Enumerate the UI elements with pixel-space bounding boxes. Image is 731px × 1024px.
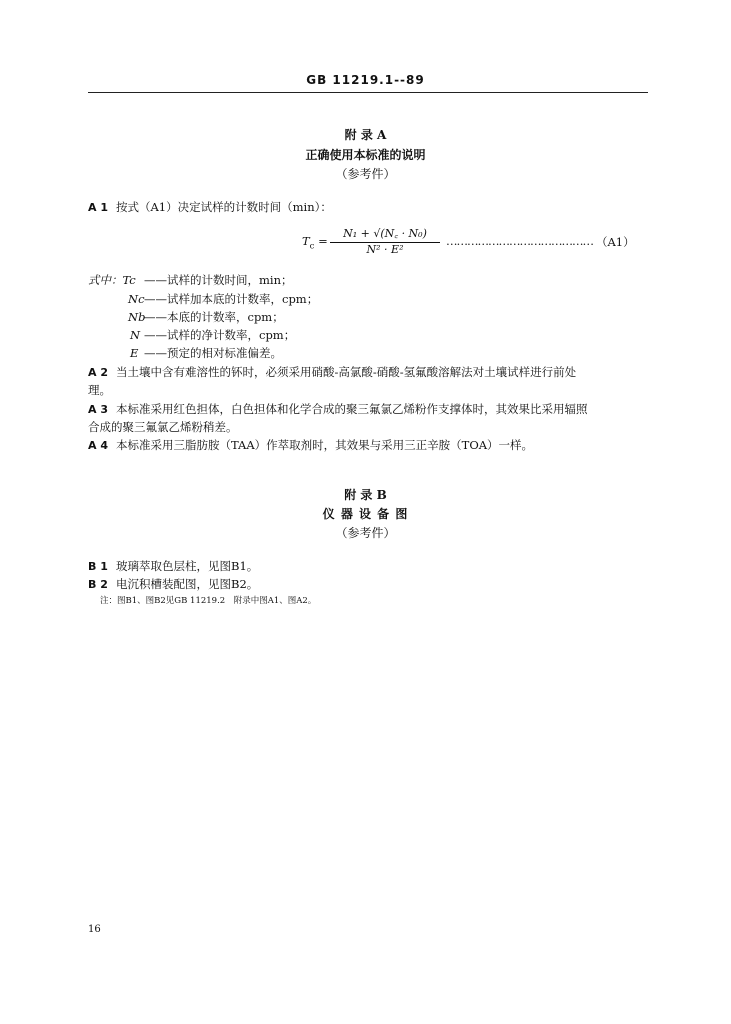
- appendix-a-subtitle: 正确使用本标准的说明: [305, 148, 426, 162]
- appendix-a-title: 附 录 A: [344, 128, 387, 142]
- header-rule: [88, 92, 648, 93]
- clause-a3-continuation: 合成的聚三氟氯乙烯粉稍差。: [88, 420, 238, 434]
- clause-a3: A 3 本标准采用红色担体，白色担体和化学合成的聚三氟氯乙烯粉作支撑体时，其效果比采用辐照: [88, 402, 588, 416]
- where-item: E ——预定的相对标准偏差。: [130, 346, 282, 360]
- footnote: 注：图B1、图B2见GB 11219.2 附录中图A1、图A2。: [100, 596, 317, 606]
- formula-equation-number: （A1）: [596, 235, 635, 249]
- page-number: 16: [88, 924, 101, 935]
- formula-leader-dots: ……………………………………: [446, 234, 593, 248]
- appendix-a-note: （参考件）: [335, 167, 396, 181]
- clause-a1: [88, 199, 332, 215]
- appendix-b-note: （参考件）: [335, 526, 396, 540]
- where-item: N ——试样的净计数率，cpm；: [130, 328, 296, 342]
- clause-a2: A 2 当土壤中含有难溶性的钚时，必须采用硝酸-高氯酸-硝酸-氢氟酸溶解法对土壤试样进行前处: [88, 365, 577, 379]
- document-header: GB 11219.1--89: [306, 73, 425, 87]
- formula-fraction: [330, 226, 440, 256]
- clause-a1-label: A 1: [88, 201, 108, 214]
- formula-numerator: N₁ + √(N꜀ · N₀): [330, 226, 440, 243]
- where-item: Nb——本底的计数率，cpm；: [128, 310, 284, 324]
- clause-a4: A 4 本标准采用三脂肪胺（TAA）作萃取剂时，其效果与采用三正辛胺（TOA）一样。: [88, 438, 534, 452]
- where-item: 式中：Tc ——试样的计数时间，min；: [88, 273, 293, 287]
- appendix-b-subtitle: 仪 器 设 备 图: [322, 507, 409, 521]
- formula-lhs: $T_c$ =: [302, 234, 328, 252]
- clause-b2: B 2 电沉积槽装配图，见图B2。: [88, 577, 259, 591]
- where-item: Nc——试样加本底的计数率，cpm；: [128, 292, 319, 306]
- clause-b1: B 1 玻璃萃取色层柱，见图B1。: [88, 559, 259, 573]
- clause-a1-text: 按式（A1）决定试样的计数时间（min）：: [116, 200, 332, 214]
- formula-denominator: N² · E²: [366, 243, 404, 256]
- appendix-b-title: 附 录 B: [344, 488, 387, 502]
- clause-a2-continuation: 理。: [88, 383, 111, 397]
